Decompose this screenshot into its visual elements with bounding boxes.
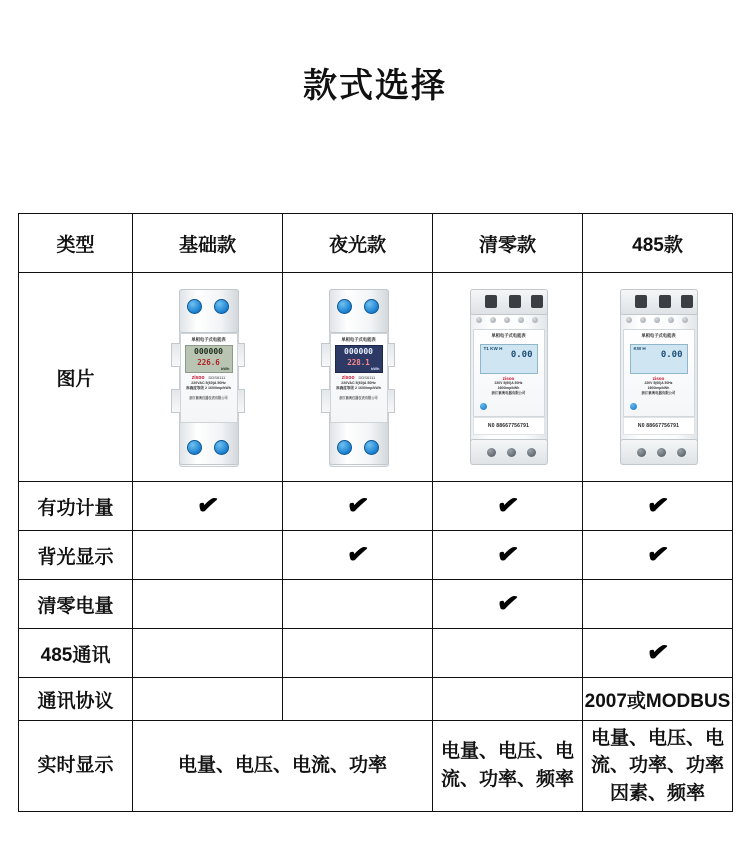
style-comparison-table <box>18 213 732 812</box>
meter-screw <box>337 440 352 455</box>
meter-faceplate <box>180 333 238 423</box>
meter-photo-night <box>283 273 433 482</box>
cell-backlight-485 <box>583 531 733 580</box>
meter-spec-line-1: 220V 5(60)A 50Hz <box>644 381 673 385</box>
meter-screw <box>640 317 646 323</box>
check-icon: ✔ <box>644 537 671 571</box>
meter-spec-line-1: 220V 5(60)A 50Hz <box>494 381 523 385</box>
meter-lcd <box>480 344 538 374</box>
cell-active-night <box>283 482 433 531</box>
meter-screw <box>532 317 538 323</box>
row-label-backlight: 背光显示 <box>19 531 133 580</box>
meter-faceplate <box>623 329 695 417</box>
cell-reset-485 <box>583 580 733 629</box>
check-icon: ✔ <box>644 488 671 522</box>
meter-image-night <box>321 289 395 465</box>
meter-spec-line-2: 1600imp/kWh <box>647 386 670 391</box>
lcd-main-value: 0.00 <box>510 350 533 360</box>
cell-display-485 <box>583 721 733 812</box>
display-text-485: 电量、电压、电流、功率、功率因素、频率 <box>590 727 724 804</box>
page-title: 款式选择 <box>303 67 447 105</box>
meter-spec-line-2: 准确度等级 2 1600imp/kWh <box>186 386 231 391</box>
check-icon: ✔ <box>344 488 371 522</box>
meter-screw <box>490 317 496 323</box>
lcd-sub-value: 228.1 <box>347 358 370 367</box>
table-row-backlight <box>19 531 733 580</box>
meter-photo-clear <box>433 273 583 482</box>
cell-reset-night <box>283 580 433 629</box>
cell-backlight-night <box>283 531 433 580</box>
meter-screw-row <box>474 317 542 325</box>
cell-protocol-night <box>283 678 433 721</box>
cell-backlight-clear <box>433 531 583 580</box>
meter-screw <box>626 317 632 323</box>
row-label-realtime-display: 实时显示 <box>19 721 133 812</box>
meter-lcd-backlit <box>335 345 383 373</box>
table-header-row <box>19 214 733 273</box>
table-row-realtime-display <box>19 721 733 812</box>
meter-terminal-block-top <box>620 289 698 315</box>
meter-spec-line-2: 准确度等级 2 1600imp/kWh <box>336 386 381 391</box>
cell-backlight-basic <box>133 531 283 580</box>
check-icon: ✔ <box>494 488 521 522</box>
header-night: 夜光款 <box>283 214 433 273</box>
cell-485comm-clear <box>433 629 583 678</box>
meter-screw <box>504 317 510 323</box>
meter-terminal <box>485 295 497 308</box>
meter-screw <box>187 440 202 455</box>
meter-screw <box>518 317 524 323</box>
cell-485comm-485 <box>583 629 733 678</box>
spec-table <box>18 213 733 812</box>
cell-active-clear <box>433 482 583 531</box>
meter-barcode: N0 88667756791 <box>473 417 545 435</box>
meter-screw <box>364 440 379 455</box>
row-label-protocol: 通讯协议 <box>19 678 133 721</box>
table-row-active-metering <box>19 482 733 531</box>
meter-screw <box>187 299 202 314</box>
row-label-reset-energy: 清零电量 <box>19 580 133 629</box>
brand-text: zisoo <box>341 375 355 381</box>
meter-terminal-hole <box>527 448 536 457</box>
meter-terminal <box>509 295 521 308</box>
table-row-photos <box>19 273 733 482</box>
meter-brand: zisoo <box>502 376 515 381</box>
lcd-unit: kWh <box>371 366 380 371</box>
header-basic: 基础款 <box>133 214 283 273</box>
meter-image-basic <box>171 289 245 465</box>
meter-spec-line-1: 220VAC 5(60)A 50Hz <box>341 381 376 385</box>
meter-terminal-hole <box>657 448 666 457</box>
meter-terminal-block-top <box>470 289 548 315</box>
lcd-unit: kWh <box>221 366 230 371</box>
check-icon: ✔ <box>344 537 371 571</box>
meter-terminal-hole <box>677 448 686 457</box>
meter-spec-line-1: 220VAC 5(60)A 50Hz <box>191 381 226 385</box>
row-label-active-metering: 有功计量 <box>19 482 133 531</box>
meter-screw <box>214 299 229 314</box>
meter-terminal <box>681 295 693 308</box>
meter-screw-row <box>624 317 692 325</box>
meter-barcode: N0 88667756791 <box>623 417 695 435</box>
brand-text: zisoo <box>191 375 205 381</box>
cell-active-basic <box>133 482 283 531</box>
cell-display-clear <box>433 721 583 812</box>
meter-terminal <box>531 295 543 308</box>
header-type: 类型 <box>19 214 133 273</box>
check-icon: ✔ <box>644 635 671 669</box>
meter-manufacturer: 浙江紫奥仪器仪表有限公司 <box>339 395 378 400</box>
model-text: DDS6111 <box>358 375 376 380</box>
meter-brand: zisoo <box>652 376 665 381</box>
meter-photo-basic <box>133 273 283 482</box>
model-text: DDS6111 <box>208 375 226 380</box>
check-icon: ✔ <box>194 488 221 522</box>
row-label-photo: 图片 <box>19 273 133 482</box>
function-button[interactable] <box>630 403 637 410</box>
meter-screw <box>682 317 688 323</box>
meter-terminal-block-bottom <box>620 439 698 465</box>
cell-reset-clear <box>433 580 583 629</box>
meter-terminal <box>635 295 647 308</box>
cell-protocol-basic <box>133 678 283 721</box>
cell-display-basic-night <box>133 721 433 812</box>
meter-terminal <box>659 295 671 308</box>
meter-terminal-hole <box>487 448 496 457</box>
header-485: 485款 <box>583 214 733 273</box>
lcd-main-value: 0.00 <box>660 350 683 360</box>
table-row-485-comm <box>19 629 733 678</box>
lcd-label: KW H <box>633 346 646 351</box>
meter-photo-485 <box>583 273 733 482</box>
meter-manufacturer: 浙江紫奥电器有限公司 <box>491 391 526 396</box>
table-row-reset-energy <box>19 580 733 629</box>
meter-screw <box>364 299 379 314</box>
meter-face-title: 单相电子式电能表 <box>191 337 226 342</box>
cell-485comm-night <box>283 629 433 678</box>
meter-image-485 <box>614 289 702 465</box>
lcd-label: T1 KW H <box>483 346 503 351</box>
reset-button[interactable] <box>480 403 487 410</box>
meter-terminal-block-bottom <box>470 439 548 465</box>
meter-screw <box>654 317 660 323</box>
meter-faceplate <box>330 333 388 423</box>
meter-screw <box>337 299 352 314</box>
cell-reset-basic <box>133 580 283 629</box>
display-text-clear: 电量、电压、电流、功率、频率 <box>440 741 574 790</box>
cell-protocol-clear <box>433 678 583 721</box>
display-text-basic: 电量、电压、电流、功率 <box>177 755 387 777</box>
meter-screw <box>476 317 482 323</box>
cell-485comm-basic <box>133 629 283 678</box>
lcd-main-value: 000000 <box>344 347 373 356</box>
meter-manufacturer: 浙江紫奥电器有限公司 <box>641 391 676 396</box>
meter-lcd <box>630 344 688 374</box>
meter-faceplate <box>473 329 545 417</box>
meter-face-title: 单相电子式电能表 <box>491 333 526 338</box>
lcd-main-value: 000000 <box>194 347 223 356</box>
meter-terminal-hole <box>637 448 646 457</box>
meter-screw <box>668 317 674 323</box>
meter-face-title: 单相电子式电能表 <box>341 337 376 342</box>
meter-face-title: 单相电子式电能表 <box>641 333 676 338</box>
row-label-485-comm: 485通讯 <box>19 629 133 678</box>
meter-screw <box>214 440 229 455</box>
meter-image-clear <box>464 289 552 465</box>
cell-active-485 <box>583 482 733 531</box>
header-clear: 清零款 <box>433 214 583 273</box>
meter-lcd <box>185 345 233 373</box>
check-icon: ✔ <box>494 537 521 571</box>
meter-terminal-hole <box>507 448 516 457</box>
meter-spec-line-2: 1600imp/kWh <box>497 386 520 391</box>
lcd-sub-value: 226.6 <box>197 358 220 367</box>
cell-protocol-485: 2007或MODBUS <box>583 678 733 721</box>
table-row-protocol <box>19 678 733 721</box>
meter-manufacturer: 浙江紫奥仪器仪表有限公司 <box>189 395 228 400</box>
check-icon: ✔ <box>494 586 521 620</box>
